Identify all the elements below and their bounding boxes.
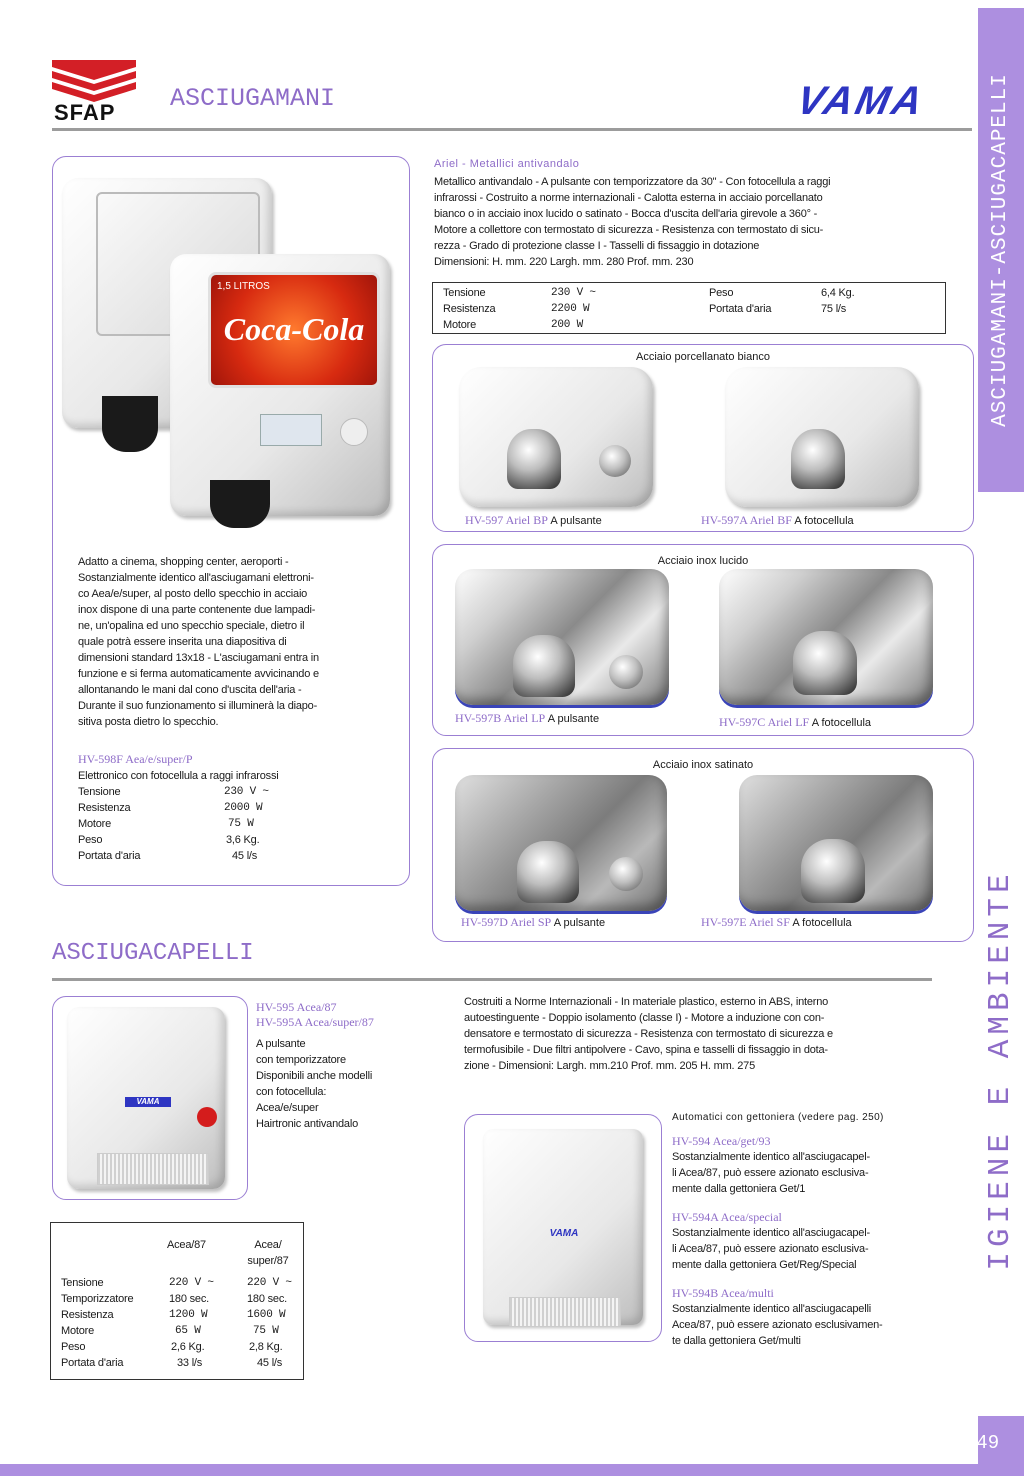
- col-header: Acea/87: [167, 1239, 206, 1251]
- hv-594-image-panel: [464, 1114, 662, 1342]
- hv-597b-caption: HV-597B Ariel LP A pulsante: [455, 711, 600, 725]
- slide-brand: Coca-Cola: [223, 311, 365, 347]
- hv-597a-image: [725, 367, 919, 507]
- variant-panel-satin: [432, 748, 974, 942]
- vama-badge: VAMA: [125, 1097, 171, 1107]
- coca-cola-slide: [208, 272, 380, 388]
- table-rows: Tensione 220 V ~ 220 V ~ Temporizzatore 180 sec. 180 sec. Resistenza 1200 W 1600 W Motore 65 W 75 W Peso 2,6 Kg. 2,8 Kg. Portata d'aria 33 l/s 45 l/s: [61, 1277, 292, 1369]
- page-number: 249: [964, 1432, 1000, 1454]
- vama-logo-text: VAMA: [792, 79, 930, 123]
- hand-dryer-front: [170, 254, 390, 516]
- hv-597d-image: [455, 775, 667, 911]
- variant-panel-polished: [432, 544, 974, 736]
- sidebar-tab: [978, 8, 1024, 492]
- bottom-bar: [0, 1464, 1024, 1476]
- hv-597c-caption: HV-597C Ariel LF A fotocellula: [719, 715, 872, 729]
- hv-598f-description: Adatto a cinema, shopping center, aeroporti - Sostanzialmente identico all'asciugamani elettroni- co Aea/e/super, al posto dello specchio in acciaio inox dispone di una parte contenente due lampadi- ne, un'opalina ed uno specchio speciale, dietro il quale potrà essere inserita una diapositiva di dimensioni standard 13x18 - L'asciugamani entra in funzione e si ferma automaticamente avvicinando e allontanando le mani dal cono d'uscita dell'aria - Durante il suo funzionamento si illuminerà la diapo- sitiva posta dietro lo specchio.: [78, 556, 319, 728]
- ariel-description: Metallico antivandalo - A pulsante con temporizzatore da 30" - Con fotocellula a raggi infrarossi - Costruito a norme internazionali - Calotta esterna in acciaio porcellanato bianco o in acciaio inox lucido o satinato - Bocca d'uscita dell'aria girevole a 360° - Motore a collettore con termostato di sicurezza - Resistenza con termostato di sicu- rezza - Grado di protezione classe I - Tasselli di fissaggio in dotazione Dimensioni: H. mm. 220 Largh. mm. 280 Prof. mm. 230: [434, 176, 831, 268]
- slide-label: 1,5 LITROS: [217, 281, 270, 292]
- hv-595-desc: A pulsante con temporizzatore Disponibili anche modelli con fotocellula: Acea/e/super Hairtronic antivandalo: [256, 1038, 373, 1130]
- hv-597e-image: [739, 775, 933, 911]
- variant-title: Acciaio inox satinato: [652, 759, 754, 771]
- hv-597-caption: HV-597 Ariel BP A pulsante: [465, 513, 602, 527]
- hairdryer-description: Costruiti a Norme Internazionali - In materiale plastico, esterno in ABS, interno autoestinguente - Doppio isolamento (classe I) - Motore a induzione con con- densatore e termostato di sicurezza - Resistenza con termostato di sicurezza e termofusibile - Due filtri antipolvere - Cavo, spina e tasselli di fissaggio in dota- zione - Dimensioni: Largh. mm.210 Prof. mm. 205 H. mm. 275: [464, 996, 833, 1072]
- section-rule: [52, 978, 932, 981]
- hv-597b-image: [455, 569, 669, 705]
- coin-item-hv-594: HV-594 Acea/get/93 Sostanzialmente identico all'asciugacapel- li Acea/87, può essere azionato esclusiva- mente dalla gettoniera Get/1: [672, 1134, 870, 1195]
- hairdryer-spec-table: [50, 1222, 304, 1380]
- hv-597c-image: [719, 569, 933, 705]
- hv-598f-desc: Elettronico con fotocellula a raggi infrarossi: [78, 770, 279, 782]
- hv-597e-caption: HV-597E Ariel SF A fotocellula: [701, 915, 852, 929]
- sfap-logo-text: SFAP: [54, 100, 116, 125]
- ariel-title: Ariel - Metallici antivandalo: [434, 158, 580, 170]
- coin-title: Automatici con gettoniera (vedere pag. 250): [672, 1112, 884, 1123]
- vama-logo: [780, 78, 942, 124]
- variant-title: Acciaio porcellanato bianco: [636, 351, 770, 363]
- col-header: Acea/ super/87: [247, 1239, 289, 1267]
- product-image-hv-598f: [62, 172, 398, 528]
- hv-597a-caption: HV-597A Ariel BF A fotocellula: [701, 513, 854, 527]
- ariel-spec-table: Tensione 230 V ~ Resistenza 2200 W Motore 200 W Peso 6,4 Kg. Portata d'aria 75 l/s: [432, 282, 946, 334]
- variant-title: Acciaio inox lucido: [657, 555, 749, 567]
- hv-597-image: [459, 367, 653, 507]
- coin-item-hv-594b: HV-594B Acea/multi Sostanzialmente identico all'asciugacapelli Acea/87, può essere azionato esclusivamen- te dalla gettoniera Get/multi: [672, 1286, 883, 1347]
- section-title-asciugacapelli: ASCIUGACAPELLI: [52, 940, 254, 967]
- hv-597d-caption: HV-597D Ariel SP A pulsante: [461, 915, 606, 929]
- hv-598f-code: HV-598F Aea/e/super/P: [78, 752, 193, 766]
- hv-595-codes: HV-595 Acea/87 HV-595A Acea/super/87: [256, 1000, 374, 1029]
- header-rule: [52, 128, 972, 131]
- variant-panel-white: [432, 344, 974, 532]
- hv-598f-specs: Tensione 230 V ~ Resistenza 2000 W Motore 75 W Peso 3,6 Kg. Portata d'aria 45 l/s: [78, 786, 269, 862]
- coin-item-hv-594a: HV-594A Acea/special Sostanzialmente identico all'asciugacapel- li Acea/87, può essere azionato esclusiva- mente dalla gettoniera Get/Reg/Special: [672, 1210, 870, 1271]
- hv-595-image-panel: [52, 996, 248, 1200]
- section-title-asciugamani: ASCIUGAMANI: [170, 84, 336, 113]
- hv-595-image: [67, 1007, 225, 1189]
- vama-badge: VAMA: [549, 1228, 579, 1239]
- sidebar-tab-label: ASCIUGAMANI-ASCIUGACAPELLI: [989, 73, 1012, 427]
- sfap-logo: [52, 58, 136, 125]
- hv-594-image: [483, 1129, 643, 1325]
- sidebar-vertical-label: IGIENE E AMBIENTE: [983, 869, 1018, 1271]
